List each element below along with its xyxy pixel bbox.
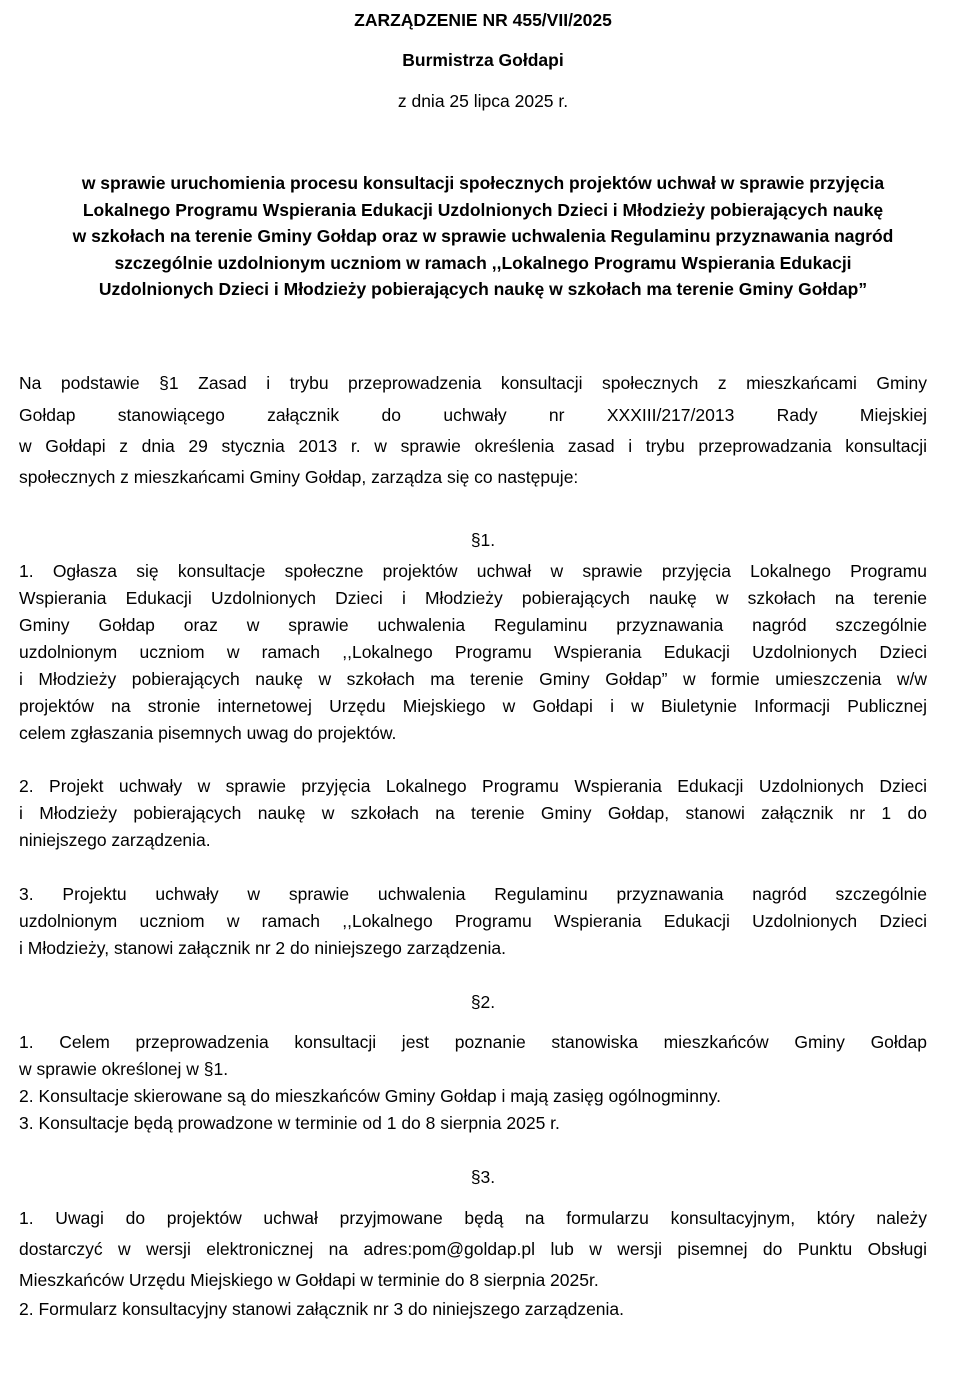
paragraph-line: 2. Projekt uchwały w sprawie przyjęcia Lokalnego Programu Wspierania Edukacji Uzdolnionych Dzieci — [19, 776, 927, 796]
paragraph-line: i Młodzieży pobierających naukę w szkołach na terenie Gminy Gołdap, stanowi załącznik nr 1 do — [19, 803, 927, 823]
document-title: ZARZĄDZENIE NR 455/VII/2025 — [354, 10, 612, 30]
subject-line: Uzdolnionych Dzieci i Młodzieży pobierających naukę w szkołach ma terenie Gminy Gołdap” — [98, 279, 868, 299]
document-issuer: Burmistrza Gołdapi — [402, 50, 564, 70]
paragraph-line: 2. Formularz konsultacyjny stanowi załącznik nr 3 do niniejszego zarządzenia. — [19, 1299, 625, 1319]
paragraph-line: Mieszkańców Urzędu Miejskiego w Gołdapi w terminie do 8 sierpnia 2025r. — [19, 1270, 599, 1290]
paragraph-line: 1. Celem przeprowadzenia konsultacji jest poznanie stanowiska mieszkańców Gminy Gołdap — [19, 1032, 927, 1052]
section-heading: §3. — [470, 1167, 496, 1187]
paragraph-line: w sprawie określonej w §1. — [19, 1059, 229, 1079]
paragraph-line: i Młodzieży pobierających naukę w szkołach ma terenie Gminy Gołdap” w formie umieszczenia w/w — [19, 669, 927, 689]
paragraph-line: uzdolnionym uczniom w ramach ,,Lokalnego Programu Wspierania Edukacji Uzdolnionych Dzieci — [19, 642, 927, 662]
paragraph-line: celem zgłaszania pisemnych uwag do projektów. — [19, 723, 397, 743]
paragraph-line: uzdolnionym uczniom w ramach ,,Lokalnego Programu Wspierania Edukacji Uzdolnionych Dzieci — [19, 911, 927, 931]
document-subject — [20, 170, 946, 303]
section-heading: §2. — [470, 992, 496, 1012]
section-heading: §1. — [470, 530, 496, 550]
subject-line: w sprawie uruchomienia procesu konsultacji społecznych projektów uchwał w sprawie przyjęcia — [81, 173, 885, 193]
preamble-line: społecznych z mieszkańcami Gminy Gołdap, zarządza się co następuje: — [19, 467, 579, 487]
paragraph-line: 3. Projektu uchwały w sprawie uchwalenia Regulaminu przyznawania nagród szczególnie — [19, 884, 927, 904]
subject-line: w szkołach na terenie Gminy Gołdap oraz w sprawie uchwalenia Regulaminu przyznawania nagród — [72, 226, 894, 246]
preamble-line: w Gołdapi z dnia 29 stycznia 2013 r. w sprawie określenia zasad i trybu przeprowadzania konsultacji — [19, 436, 927, 456]
paragraph-line: i Młodzieży, stanowi załącznik nr 2 do niniejszego zarządzenia. — [19, 938, 507, 958]
subject-line: Lokalnego Programu Wspierania Edukacji Uzdolnionych Dzieci i Młodzieży pobierających naukę — [82, 199, 884, 220]
paragraph-line: projektów na stronie internetowej Urzędu Miejskiego w Gołdapi i w Biuletynie Informacji Publicznej — [19, 696, 927, 716]
subject-line: szczególnie uzdolnionym uczniom w ramach ,,Lokalnego Programu Wspierania Edukacji — [114, 252, 852, 273]
paragraph-line: niniejszego zarządzenia. — [19, 830, 211, 850]
paragraph-line: 1. Ogłasza się konsultacje społeczne projektów uchwał w sprawie przyjęcia Lokalnego Programu — [19, 561, 927, 581]
preamble-line: Na podstawie §1 Zasad i trybu przeprowadzenia konsultacji społecznych z mieszkańcami Gminy — [19, 373, 927, 393]
document-date: z dnia 25 lipca 2025 r. — [397, 91, 569, 111]
paragraph-line: 2. Konsultacje skierowane są do mieszkańców Gminy Gołdap i mają zasięg ogólnogminny. — [19, 1086, 721, 1106]
paragraph-line: Gminy Gołdap oraz w sprawie uchwalenia Regulaminu przyznawania nagród szczególnie — [19, 615, 927, 635]
paragraph-line: 1. Uwagi do projektów uchwał przyjmowane będą na formularzu konsultacyjnym, który należy — [19, 1208, 927, 1228]
preamble-line: Gołdap stanowiącego załącznik do uchwały nr XXXIII/217/2013 Rady Miejskiej — [19, 405, 927, 425]
paragraph-line: Wspierania Edukacji Uzdolnionych Dzieci i Młodzieży pobierających naukę w szkołach na terenie — [19, 588, 927, 608]
paragraph-line: 3. Konsultacje będą prowadzone w terminie od 1 do 8 sierpnia 2025 r. — [19, 1113, 560, 1133]
paragraph-line: dostarczyć w wersji elektronicznej na adres:pom@goldap.pl lub w wersji pisemnej do Punktu Obsługi — [19, 1239, 927, 1259]
